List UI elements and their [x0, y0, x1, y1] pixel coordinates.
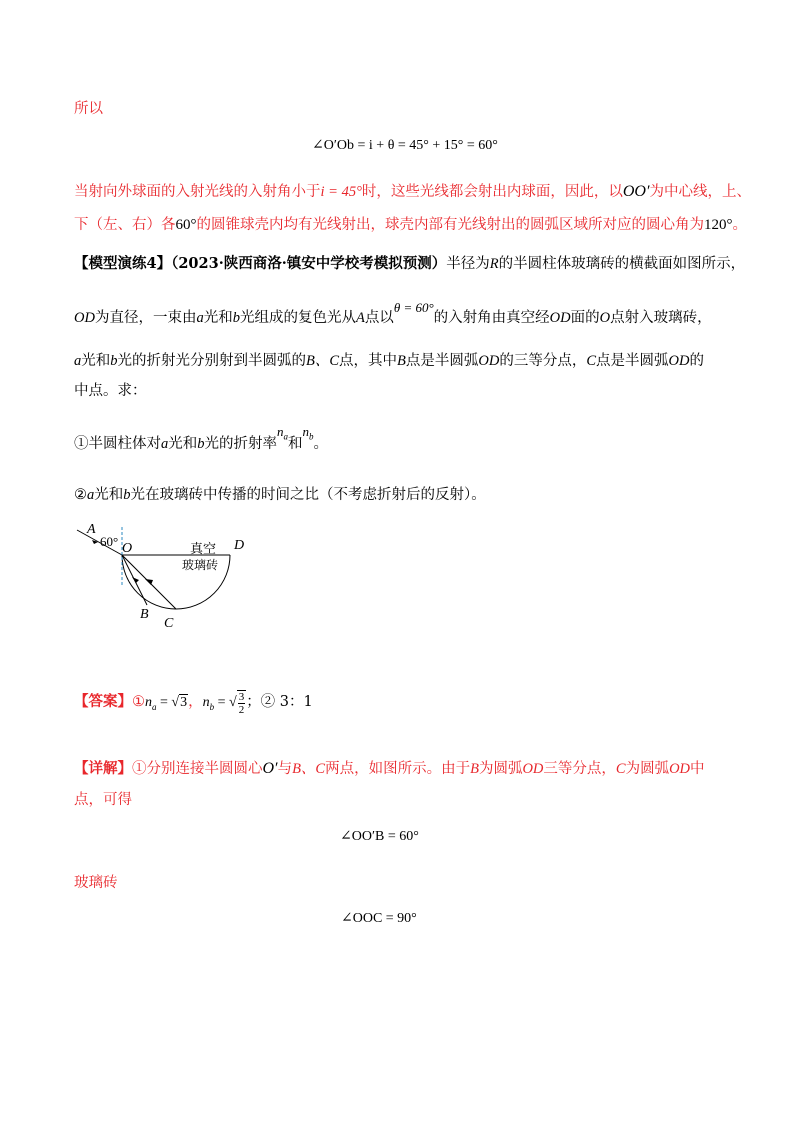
text: 当射向外球面的入射光线的入射角小于 [74, 184, 321, 200]
problem-line4: 中点。求： [74, 383, 147, 399]
text: 中 [690, 761, 705, 777]
sqrt-3: 3 [180, 695, 188, 711]
problem-line1 [74, 252, 745, 273]
problem-line3 [74, 349, 704, 370]
text: 光和 [81, 353, 111, 369]
text: ① [132, 694, 145, 711]
var-b: b [197, 436, 205, 452]
label-glass: 玻璃砖 [182, 558, 219, 572]
label-B: B [140, 607, 149, 622]
var-a: a [74, 353, 82, 369]
subscript-a: a [283, 431, 288, 442]
problem-tag: 【模型演练4】 [74, 255, 172, 272]
angle-120: 120° [704, 217, 733, 233]
var-OD: OD [668, 353, 690, 369]
var-b: b [123, 487, 131, 503]
text: 与 [277, 761, 293, 777]
text: 点是半圆弧 [596, 353, 669, 369]
para-so: 所以 [74, 101, 103, 117]
var-OD: OD [522, 761, 544, 777]
subscript-a: a [152, 702, 157, 713]
var-C: C [586, 353, 597, 369]
text: 光和 [203, 310, 233, 326]
var-a: a [161, 436, 169, 452]
equation-ooc: ∠OOC = 90° [341, 911, 417, 926]
text: = [214, 695, 229, 711]
var-a: a [196, 310, 204, 326]
var-C: C [615, 761, 626, 777]
var-OD: OD [549, 310, 571, 326]
text: 点是半圆弧 [405, 353, 479, 369]
subscript-b: b [209, 702, 215, 713]
text: 光的折射光分别射到半圆弧的 [117, 353, 306, 369]
text: 下（左、右）各 [74, 217, 176, 233]
axis-oo: OO′ [622, 183, 650, 200]
text: 为圆弧 [478, 761, 523, 777]
equation-angle-sum: ∠O′Ob = i + θ = 45° + 15° = 60° [312, 138, 498, 153]
var-B: B [470, 761, 479, 777]
para-red-line2 [74, 213, 747, 234]
question-2 [74, 483, 486, 504]
angle-60: 60° [175, 217, 197, 233]
text: 光和 [94, 487, 124, 503]
numerator: 3 [238, 691, 245, 703]
text: 的半圆柱体玻璃砖的横截面如图所示， [498, 256, 746, 272]
text: 两点，如图所示。由于 [325, 761, 471, 777]
text: 点射入玻璃砖， [610, 310, 712, 326]
text: 为中心线，上、 [649, 184, 751, 200]
denominator: 2 [238, 704, 245, 716]
var-BC: B、C [292, 761, 326, 777]
var-nb: n [202, 695, 210, 711]
arrow-b [132, 577, 139, 583]
var-OD: OD [478, 353, 500, 369]
label-D: D [234, 538, 245, 553]
detail-line1 [74, 757, 705, 778]
var-b: b [110, 353, 118, 369]
text: 的入射角由真空经 [433, 310, 550, 326]
var-a: a [87, 487, 95, 503]
var-A: A [355, 310, 365, 326]
text: 为直径，一束由 [94, 310, 197, 326]
theta-60: θ = 60° [393, 300, 434, 315]
text: ② [74, 487, 87, 503]
var-OD: OD [669, 761, 691, 777]
var-OD: OD [74, 310, 95, 326]
label-A: A [87, 522, 96, 537]
text: 为圆弧 [625, 761, 670, 777]
text: 时，这些光线都会射出内球面，因此，以 [361, 184, 623, 200]
var-BC: B、C [306, 353, 340, 369]
text: 。 [313, 436, 328, 452]
para-red-line1 [74, 180, 751, 201]
problem-source: （2023·陕西商洛·镇安中学校考模拟预测） [171, 255, 447, 272]
label-60: 60° [100, 534, 119, 549]
text: ①分别连接半圆圆心 [132, 761, 263, 777]
text: 点，其中 [339, 353, 398, 369]
text: 。 [732, 217, 747, 233]
equation-oob: ∠OO′B = 60° [340, 829, 419, 844]
incidence-condition: i = 45° [320, 184, 362, 200]
answer-line: 【答案】$①n_a = √3$，$n_b$ = √ $\frac{3}{2}$；② 3：1 [74, 691, 313, 716]
text: 点以 [364, 310, 394, 326]
var-nb: n [302, 424, 309, 439]
text: 光的折射率 [204, 436, 277, 452]
var-B: B [397, 353, 406, 369]
text: 面的 [570, 310, 600, 326]
fraction-3-2 [237, 690, 247, 716]
text: 的 [689, 353, 704, 369]
var-R: R [489, 256, 499, 272]
text: 的三等分点， [499, 353, 587, 369]
text: 半径为 [446, 256, 490, 272]
problem-line2 [74, 300, 712, 327]
label-C: C [164, 616, 174, 631]
optics-figure [74, 515, 264, 635]
text: ；② 3：1 [246, 694, 313, 711]
detail-tag: 【详解】 [74, 760, 132, 777]
var-Oprime: O′ [262, 760, 278, 777]
detail-line2: 点，可得 [74, 792, 132, 808]
answer-tag: 【答案】 [74, 693, 132, 711]
detail-glass: 玻璃砖 [74, 875, 118, 891]
var-na: n [277, 424, 284, 439]
text: 和 [288, 436, 303, 452]
text: ， [188, 694, 203, 711]
text: ①半圆柱体对 [74, 436, 161, 452]
text: 三等分点， [543, 761, 616, 777]
label-O: O [122, 541, 133, 556]
subscript-b: b [309, 431, 314, 442]
question-1 [74, 424, 328, 454]
text: 光和 [168, 436, 198, 452]
var-b: b [232, 310, 240, 326]
label-vacuum: 真空 [190, 542, 217, 557]
text: 光组成的复色光从 [239, 310, 356, 326]
text: 的圆锥球壳内均有光线射出，球壳内部有光线射出的圆弧区域所对应的圆心角为 [196, 217, 704, 233]
var-O: O [599, 310, 611, 326]
var-na: n [145, 695, 152, 711]
text: 光在玻璃砖中传播的时间之比（不考虑折射后的反射）。 [130, 487, 486, 503]
